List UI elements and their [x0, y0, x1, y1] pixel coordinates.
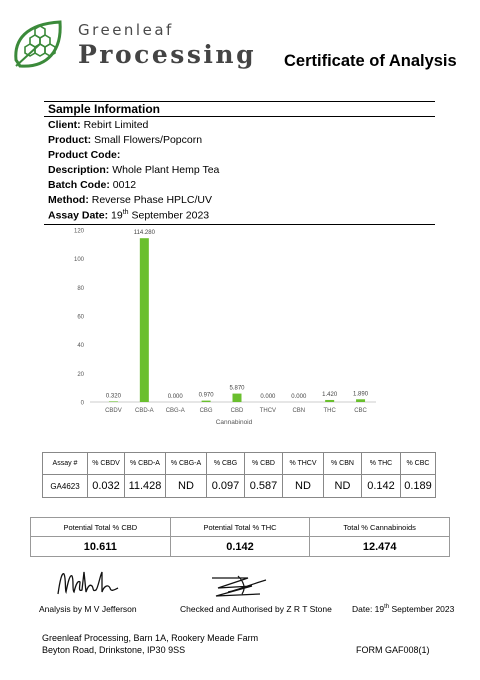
footer-address-line1: Greenleaf Processing, Barn 1A, Rookery Meade Farm [42, 633, 259, 643]
assay-header-cell: % CBG [207, 453, 245, 475]
sample-info-title: Sample Information [48, 102, 161, 116]
x-tick-label: CBN [292, 408, 306, 414]
info-value: 0012 [112, 179, 137, 191]
x-tick-label: CBD [230, 408, 244, 414]
info-label: Description: [48, 164, 110, 176]
data-label: 0.320 [105, 393, 121, 400]
info-label: Batch Code: [48, 179, 110, 191]
info-row-description [48, 164, 219, 176]
greenleaf-leaf-logo-icon [10, 16, 66, 72]
data-label: 1.420 [322, 391, 338, 398]
info-row-assay-date [48, 209, 209, 222]
document-title: Certificate of Analysis [284, 52, 457, 70]
bar-cbg [202, 401, 211, 402]
info-label: Product: [48, 134, 92, 146]
totals-value-row [31, 537, 450, 557]
brand-name-top: Greenleaf [78, 21, 174, 39]
y-tick-label: 80 [77, 285, 84, 292]
info-label: Product Code: [48, 149, 121, 161]
signature-date-suffix: th [384, 604, 390, 611]
totals-header-cell: Total % Cannabinoids [310, 518, 450, 537]
assay-table [42, 452, 436, 498]
totals-value-cell: 12.474 [310, 537, 450, 557]
assay-header-cell: % CBD [245, 453, 283, 475]
info-value: Rebirt Limited [83, 119, 149, 131]
x-tick-label: THC [323, 408, 336, 414]
x-axis-title: Cannabinoid [215, 419, 253, 426]
assay-header-row [43, 453, 436, 475]
totals-value-cell: 10.611 [31, 537, 171, 557]
totals-header-row [31, 518, 450, 537]
assay-value-cell: 0.189 [401, 475, 436, 498]
footer-address-line2: Beyton Road, Drinkstone, IP30 9SS [42, 645, 186, 655]
info-label: Method: [48, 194, 89, 206]
assay-header-cell: % CBG-A [166, 453, 207, 475]
assay-value-cell: 0.097 [207, 475, 245, 498]
info-value-suffix: th [122, 209, 129, 216]
form-code: FORM GAF008(1) [356, 645, 430, 655]
assay-header-cell: % THC [362, 453, 401, 475]
data-label: 5.870 [229, 385, 245, 392]
brand-name-main: Processing [78, 40, 257, 69]
totals-header-cell: Potential Total % CBD [31, 518, 171, 537]
x-tick-label: CBDV [105, 408, 122, 414]
bar-thc [325, 400, 334, 402]
y-tick-label: 60 [77, 314, 84, 321]
info-label: Assay Date: [48, 209, 109, 222]
signature-stone-icon [208, 572, 270, 600]
x-tick-label: THCV [259, 408, 277, 414]
info-value-rest: September 2023 [128, 209, 210, 222]
totals-value-cell: 0.142 [170, 537, 310, 557]
section-rule-mid [44, 116, 435, 117]
info-value: Reverse Phase HPLC/UV [91, 194, 212, 206]
info-row-product [48, 134, 202, 146]
checked-by-text: Checked and Authorised by Z R T Stone [180, 604, 332, 614]
info-row-product-code [48, 149, 120, 161]
y-tick-label: 120 [73, 228, 84, 235]
signature-date [352, 604, 454, 614]
assay-value-cell: 0.142 [362, 475, 401, 498]
totals-header-cell: Potential Total % THC [170, 518, 310, 537]
data-label: 0.000 [167, 394, 183, 400]
x-tick-label: CBD-A [134, 408, 154, 414]
assay-header-cell: % CBN [324, 453, 362, 475]
assay-value-cell: ND [166, 475, 207, 498]
assay-header-cell: % THCV [283, 453, 324, 475]
info-label: Client: [48, 119, 81, 131]
bar-cbd [233, 394, 242, 402]
info-value: 19 [111, 209, 123, 222]
data-label: 1.890 [353, 391, 369, 398]
assay-header-cell: % CBDV [88, 453, 125, 475]
info-value: Whole Plant Hemp Tea [112, 164, 220, 176]
data-label: 0.970 [198, 392, 214, 399]
assay-value-row [43, 475, 436, 498]
x-tick-label: CBC [354, 408, 367, 414]
bar-cbd-a [140, 238, 149, 402]
cannabinoid-bar-chart [60, 222, 380, 432]
assay-value-cell: 0.587 [245, 475, 283, 498]
x-tick-label: CBG-A [165, 408, 185, 414]
info-row-method [48, 194, 212, 206]
y-tick-label: 20 [77, 371, 84, 378]
assay-value-cell: 0.032 [88, 475, 125, 498]
bar-cbc [356, 399, 365, 402]
info-value: Small Flowers/Popcorn [94, 134, 203, 146]
assay-value-cell: 11.428 [125, 475, 166, 498]
assay-header-cell: % CBD-A [125, 453, 166, 475]
assay-header-cell: % CBC [401, 453, 436, 475]
assay-value-cell: ND [283, 475, 324, 498]
y-tick-label: 0 [80, 400, 84, 407]
signature-jefferson-icon [54, 568, 124, 598]
signature-date-rest: September 2023 [389, 604, 455, 614]
data-label: 0.000 [260, 394, 276, 400]
data-label: 0.000 [291, 394, 307, 400]
y-tick-label: 40 [77, 343, 84, 350]
assay-value-cell: ND [324, 475, 362, 498]
y-tick-label: 100 [73, 257, 84, 264]
bar-cbdv [109, 401, 118, 402]
analysis-by-text: Analysis by M V Jefferson [39, 604, 137, 614]
assay-header-cell: Assay # [43, 453, 88, 475]
totals-table [30, 517, 450, 557]
info-row-client [48, 119, 148, 131]
data-label: 114.280 [133, 230, 155, 237]
x-tick-label: CBG [199, 408, 213, 414]
signature-date-label: Date: 19 [352, 604, 385, 614]
assay-value-cell: GA4623 [43, 475, 88, 498]
info-row-batch-code [48, 179, 136, 191]
